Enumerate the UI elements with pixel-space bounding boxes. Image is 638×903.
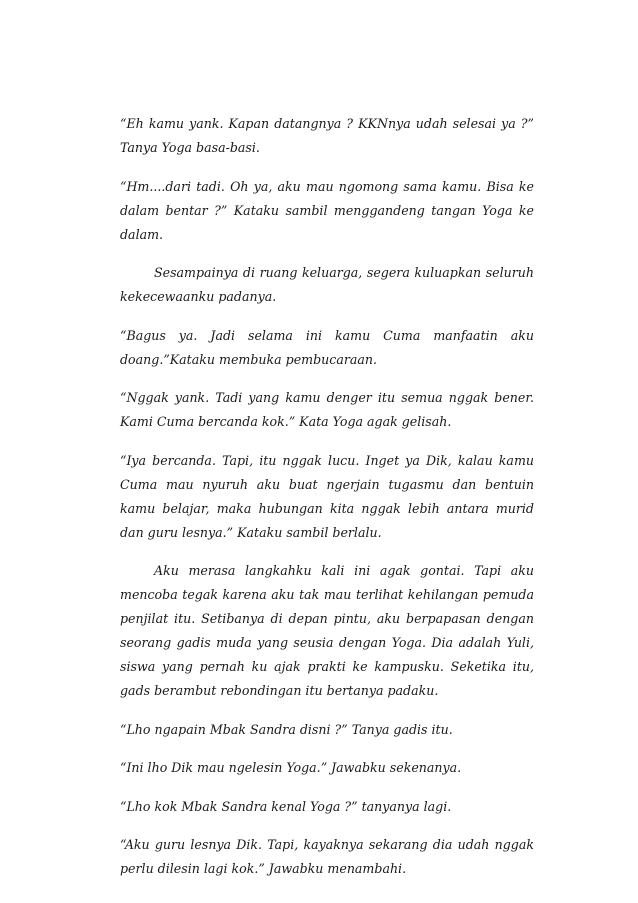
paragraph-1: “Eh kamu yank. Kapan datangnya ? KKNnya udah selesai ya ?” Tanya Yoga basa-basi. (120, 116, 534, 155)
paragraph-10: “Lho kok Mbak Sandra kenal Yoga ?” tanyanya lagi. (120, 798, 452, 814)
paragraph-4: “Bagus ya. Jadi selama ini kamu Cuma manfaatin aku doang.”Kataku membuka pembucaraan. (120, 327, 534, 367)
paragraph-6: “Iya bercanda. Tapi, itu nggak lucu. Inget ya Dik, kalau kamu Cuma mau nyuruh aku buat ngerjain tugasmu dan bentuin kamu belajar, maka hubungan kita nggak lebih antara murid dan guru lesnya.” Kataku sambil berlalu. (120, 452, 534, 540)
paragraph-11: “Aku guru lesnya Dik. Tapi, kayaknya sekarang dia udah nggak perlu dilesin lagi kok.” Jawabku menambahi. (120, 837, 534, 876)
paragraph-2: “Hm....dari tadi. Oh ya, aku mau ngomong sama kamu. Bisa ke dalam bentar ?” Kataku sambil menggandeng tangan Yoga ke dalam. (120, 178, 534, 242)
story-text (120, 112, 534, 896)
paragraph-5: “Nggak yank. Tadi yang kamu denger itu semua nggak bener. Kami Cuma bercanda kok.” Kata Yoga agak gelisah. (120, 390, 534, 429)
paragraph-8: “Lho ngapain Mbak Sandra disni ?” Tanya gadis itu. (120, 721, 453, 737)
paragraph-3: Sesampainya di ruang keluarga, segera kuluapkan seluruh kekecewaanku padanya. (120, 265, 534, 304)
paragraph-9: “Ini lho Dik mau ngelesin Yoga.” Jawabku sekenanya. (120, 760, 462, 775)
paragraph-7: Aku merasa langkahku kali ini agak gontai. Tapi aku mencoba tegak karena aku tak mau terlihat kehilangan pemuda penjilat itu. Setibanya di depan pintu, aku berpapasan dengan seorang gadis muda yang seusia dengan Yoga. Dia adalah Yuli, siswa yang pernah ku ajak prakti ke kampusku. Seketika itu, gads berambut rebondingan itu bertanya padaku. (120, 563, 534, 698)
